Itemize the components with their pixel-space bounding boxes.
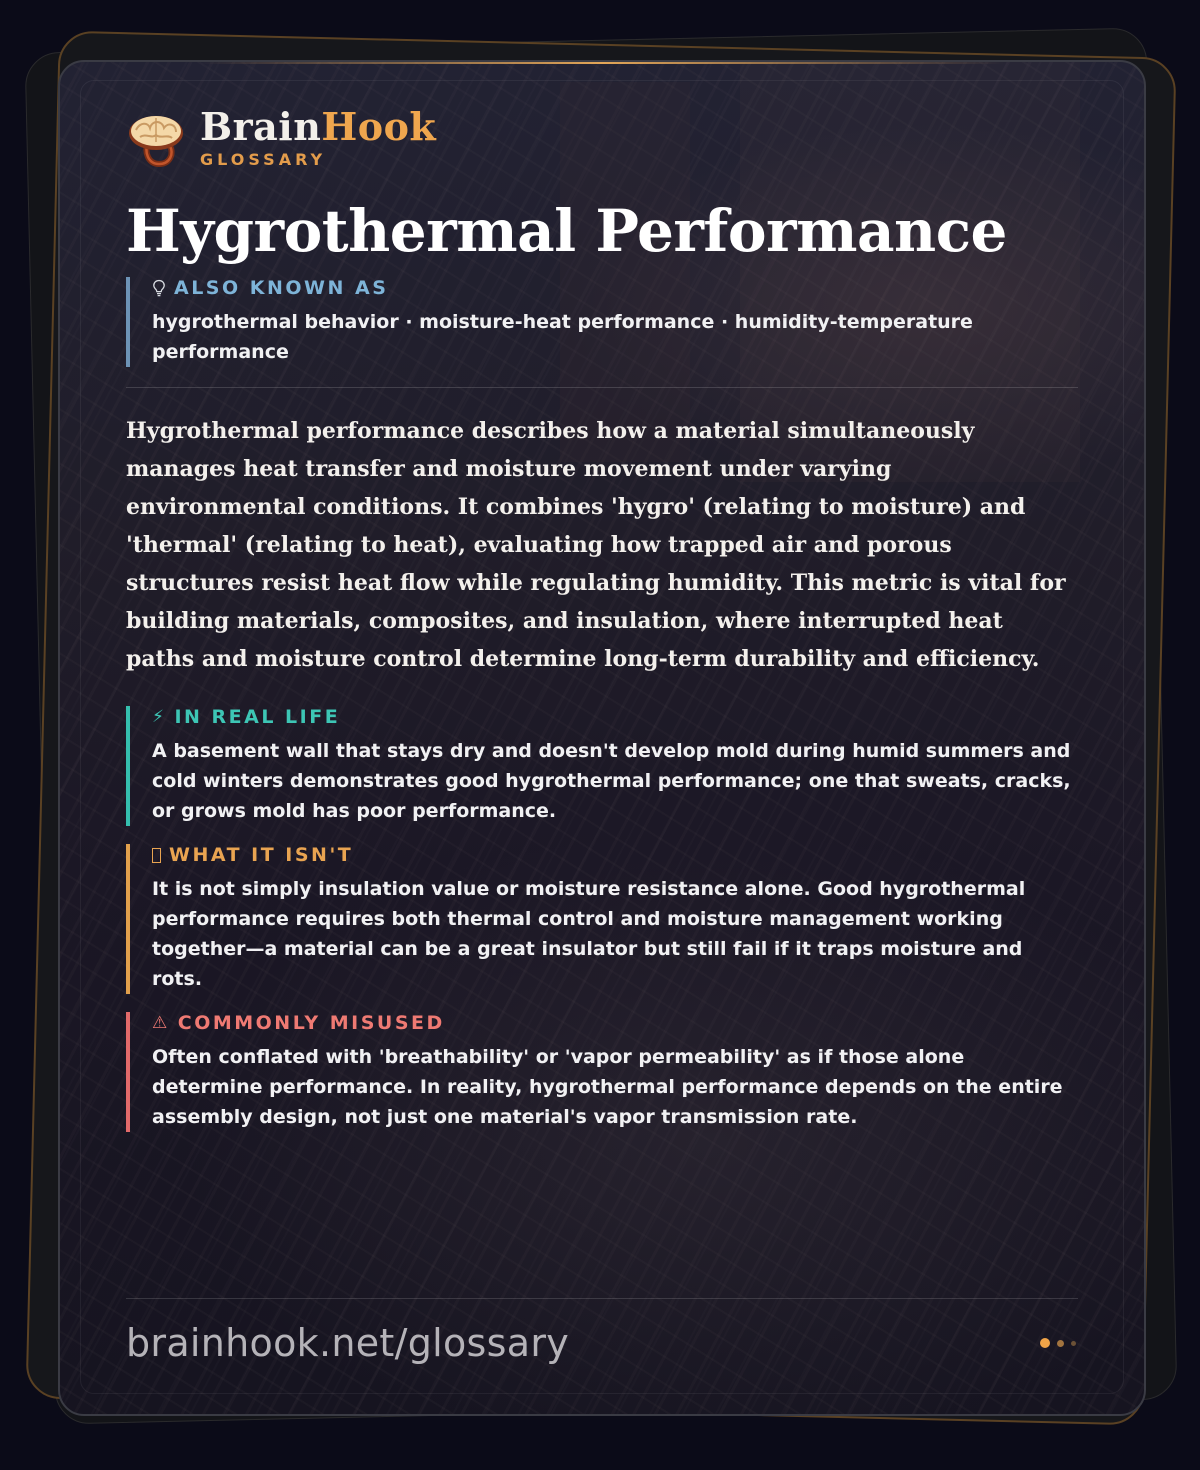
pagination-dot [1071, 1341, 1076, 1346]
definition-text: Hygrothermal performance describes how a material simultaneously manages heat transfer and moisture movement under varying environmental conditions. It combines 'hygro' (relating to moisture) and 'thermal' (relating to heat), evaluating how trapped air and porous structures resist heat flow while regulating humidity. This metric is vital for building materials, composites, and insulation, where interrupted heat paths and moisture control determine long-term durability and efficiency. [126, 418, 1066, 672]
card-content [126, 102, 1078, 1132]
term-title: Hygrothermal Performance [126, 197, 1007, 265]
brain-hook-icon [126, 108, 186, 168]
glossary-card [58, 60, 1146, 1416]
also-known-as-text: hygrothermal behavior · moisture-heat performance · humidity-temperature performance [152, 311, 973, 363]
warning-icon: ⚠ [152, 1013, 170, 1033]
in-real-life-label: IN REAL LIFE [174, 706, 341, 728]
what-it-isnt-header [152, 844, 1078, 866]
what-it-isnt-text: It is not simply insulation value or moisture resistance alone. Good hygrothermal performance requires both thermal control and moisture management working together—a material can be a great insulator but still fail if it traps moisture and rots. [152, 878, 1026, 990]
lightning-icon: ⚡ [152, 707, 167, 727]
also-known-as-header [152, 277, 1078, 299]
brand-subtitle: GLOSSARY [200, 150, 327, 169]
card-top-glow [200, 62, 1004, 64]
blocked-icon [152, 848, 161, 863]
in-real-life-text: A basement wall that stays dry and doesn't develop mold during humid summers and cold winters demonstrates good hygrothermal performance; one that sweats, cracks, or grows mold has poor performance. [152, 740, 1071, 822]
also-known-as-callout [126, 277, 1078, 367]
section-divider [126, 387, 1078, 388]
footer-divider [126, 1298, 1078, 1299]
pagination-dot-active [1040, 1338, 1050, 1348]
commonly-misused-callout [126, 1012, 1078, 1132]
also-known-as-label: ALSO KNOWN AS [174, 277, 389, 299]
what-it-isnt-callout [126, 844, 1078, 994]
card-footer [126, 1298, 1078, 1365]
commonly-misused-header [152, 1012, 1078, 1034]
in-real-life-callout [126, 706, 1078, 826]
lightbulb-icon [152, 279, 166, 297]
brand-name [200, 106, 436, 148]
brand-name-part2: Hook [321, 104, 437, 149]
brand-text [200, 106, 436, 169]
brand-header [126, 106, 1078, 169]
pagination-dots [1040, 1338, 1076, 1348]
brand-name-part1: Brain [200, 104, 322, 149]
footer-url-link[interactable]: brainhook.net/glossary [126, 1321, 570, 1365]
footer-row [126, 1321, 1078, 1365]
commonly-misused-label: COMMONLY MISUSED [177, 1012, 445, 1034]
what-it-isnt-label: WHAT IT ISN'T [169, 844, 354, 866]
in-real-life-header [152, 706, 1078, 728]
pagination-dot [1057, 1340, 1064, 1347]
commonly-misused-text: Often conflated with 'breathability' or 'vapor permeability' as if those alone determine performance. In reality, hygrothermal performance depends on the entire assembly design, not just one material's vapor transmission rate. [152, 1046, 1063, 1128]
